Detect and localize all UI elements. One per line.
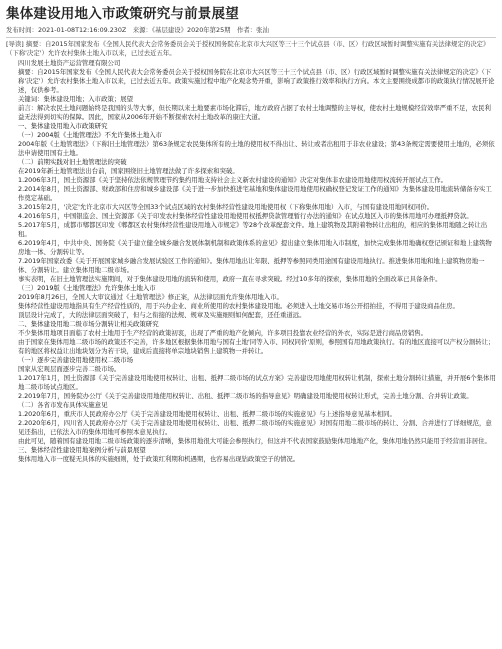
list-item: 3.2015年2月，'决定'允许北京市大兴区等全国33个试点区域的农村集体经营性建设用地使用权（下称集体用地）入市，与国有建设用地同权同价。 [18,203,434,211]
paragraph: 在2019年新土地管理法出台前，国家围绕旧土地管理法做了许多探索和突破。 [18,167,239,175]
list-item: 4.2016年5月，中国银监会、国土资源部《关于印发农村集体经营性建设用地使用权抵押贷款管理暂行办法的通知》在试点地区入市的集体用地可办理抵押贷款。 [18,212,473,220]
subsection-heading: （二）前期实践对旧土地管理法的突破 [18,158,127,166]
list-item: 7.2019年国家改委《关于开展国家城乡融合发展试验区工作的通知》。集体用地出让年限、抵押等参照同类用途国有建设用地执行。推进集体用地和地上建筑物房地一体、分割转让。建立集体用地二级市场。 [18,257,485,274]
paragraph: 国家从宏观层面逐步完善二级市场。 [18,365,121,373]
keywords: 关键词：集体建设用地；入市政策；展望 [18,95,134,103]
paragraph: 集体用地入市一度疑无具体的实施细则，处于政策红利期和机遇期，也容易出现钻政策空子的情况。 [18,455,300,463]
list-item: 2.2014年8月，国土资源部、财政部和住房和城乡建设部《关于进一步加快推进宅基地和集体建设用地使用权确权登记发证工作的通知》为集体建设用地流转储备夯实工作奠定基础。 [18,185,492,202]
section-heading: 三、集体经营性建设用地案例分析与前景展望 [18,446,146,454]
list-item: 1.2020年6月，重庆市人民政府办公厅《关于完善建设用地使用权转让、出租、抵押二级市场的实施意见》与上述指导意见基本相同。 [18,410,396,418]
paragraph: 顶层设计完成了，大的法律层面突破了，但与之衔接的法规、规章及实施细则如何配套，还任重道远。 [18,311,306,319]
paragraph: 集体经营性建设用地指具有生产经营性质的，用于兴办企业、商业所使用的农村集体建设用地。必须进入土地交易市场公开招拍挂，不得用于建设商品住房。 [18,302,459,310]
paragraph: 不少集体用地项目面临了农村土地用于生产经营的政策初衷，出现了严重的地产化倾向，许多项目投靠农业经营的外衣，实际是进行商品房销售。 [18,329,427,337]
article-guide: [导读] 摘要：自2015年国家发布《全国人民代表大会常务委员会关于授权国务院在北京市大兴区等三十三个试点县（市、区）行政区域暂时调整实施有关法律规定的决定》（下称'决定'）允许农村集体土地入市以来，已过去近五年。 [6,40,490,57]
section-heading: 一、集体建设用地入市政策研究 [18,122,108,130]
paragraph: 事实表明，在旧土地管理法实施期间，对于集体建设用地的流转和使用，政府一直在寻求突破。经过10多年的探索，集体用地的全面改革已具备条件。 [18,275,442,283]
article-title: 集体建设用地入市政策研究与前景展望 [6,6,239,22]
paragraph: 2004年版《土地管理法》（下称旧土地管理法）第63条规定农民集体所有的土地的使用权不得出让、转让或者出租用于非农业建设；第43条规定需要使用土地的，必须依法申请使用国有土地。 [18,140,495,157]
article-meta: 发布时间：2021-01-08T12:16:09.230Z 来源：《基层建设》2020年第25期 作者：张汕 [6,26,496,38]
author-affiliation: 四川发展土地资产运营管理有限公司 [18,59,121,67]
paragraph: 2019年8月26日，全国人大审议通过《土地管理法》修正案，从法律层面允许集体用地入市。 [18,293,283,301]
list-item: 2.2019年7月，国务院办公厅《关于完善建设用地使用权转让、出租、抵押二级市场的指导意见》明确建设用地使用权转让形式，完善土地分割、合并转让政策。 [18,392,473,400]
article-body [6,59,496,464]
subsection-heading: （一）2004版《土地管理法》不允许集体土地入市 [18,131,163,139]
list-item: 2.2020年6月，四川省人民政府办公厅《关于完善建设用地使用权转让、出租、抵押二级市场的实施意见》对国有用地二级市场的转让、分割、合并进行了详细规范，意见还指出，已依法入市的集体用地可参照本意见执行。 [18,419,492,436]
preface: 前言：解决农民土地问题始终是我国的头等大事，但长期以来土地要素市场化滞后，地方政府占据了农村土地调整的主导权，使农村土地规模经营效率严重不足，农民利益无法得到切实的保障。因此，国家从2006年开始不断探索农村土地改革的康庄大道。 [18,104,491,121]
list-item: 6.2019年4月，中共中央、国务院《关于建立健全城乡融合发展体制机制和政策体系的意见》提出建立集体用地入市制度，加快完成集体用地确权登记颁证和地上建筑物房地一体、分割转让等。 [18,239,492,256]
list-item: 1.2017年1月，国土资源部《关于完善建设用地使用权转让、出租、抵押二级市场的试点方案》完善建设用地使用权转让机制，探索土地分割转让措施，并开展6个集体用地二级市场试点地区。 [18,374,496,391]
section-heading: 二、集体建设用地二级市场分割转让相关政策研究 [18,320,159,328]
subsection-heading: （一）逐步完善建设用地使用权二级市场 [18,356,134,364]
subsection-heading: （二）各省市发布具体实施意见 [18,401,108,409]
list-item: 5.2017年5月，成都市郫都区印发《郫都区农村集体经营性建设用地入市规定》等28个改革配套文件。地上建筑物及其附着物转让出租的，相应的集体用地随之转让出租。 [18,221,488,238]
paragraph: 由于国家在集体用地二级市场的政策还不完善，许多地区根据集体用地与国有土地'同等入市、同权同价'原则，参照国有用地政策执行。有的地区直接可以产权分割转让；有的地区将权益让出地块划分为若干块，建成后直接将单宗地块销售上建筑物一并转让。 [18,338,495,355]
paragraph: 由此可见，随着国有建设用地二级市场政策的逐步清晰，集体用地很大可能会参照执行，但这并不代表国家鼓励集体用地地产化，集体用地仍然只能用于经营而非居住。 [18,437,491,445]
subsection-heading: （三）2019版《土地管理法》允许集体土地入市 [18,284,156,292]
abstract: 摘要：自2015年国家发布《全国人民代表大会常务委员会关于授权国务院在北京市大兴区等三十三个试点县（市、区）行政区域暂时调整实施有关法律规定的决定》（下称'决定'）允许农村集体土地入市以来，已过去近五年。政策实施过程中地产化观念势开重，影响了政策推行效率和执行方向。本文主要围绕成都市的政策执行情况展开论述，仅供参考。 [18,68,495,94]
list-item: 1.2006年3月，国土资源部《关于坚持依法依规管理节约集约用地支持社会主义新农村建设的通知》决定对集体非农建设用地使用权流转开展试点工作。 [18,176,448,184]
